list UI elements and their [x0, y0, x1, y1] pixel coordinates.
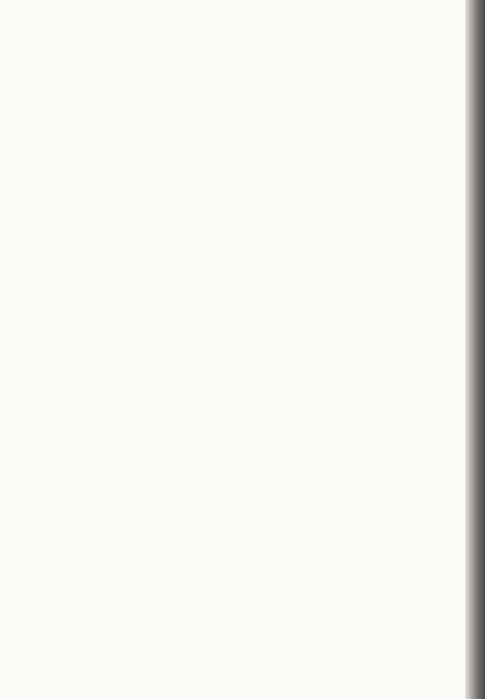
tail-diagram: [30, 374, 210, 504]
wing-diagram: [16, 514, 246, 644]
legend: [216, 366, 326, 370]
book-spine-shadow: [465, 0, 485, 699]
